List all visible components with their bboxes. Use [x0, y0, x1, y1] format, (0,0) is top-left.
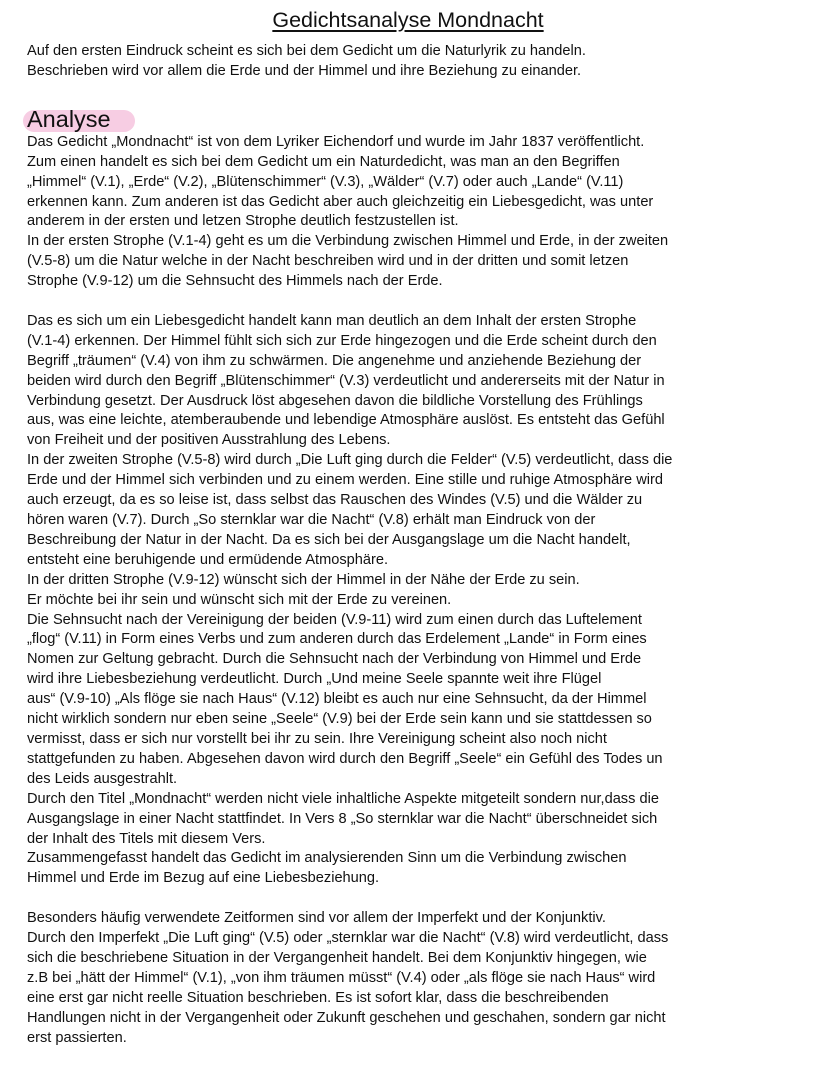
text-line: erst passierten. [27, 1029, 127, 1046]
text-line: des Leids ausgestrahlt. [27, 770, 178, 787]
text-line: Nomen zur Geltung gebracht. Durch die Sehnsucht nach der Verbindung von Himmel und Erde [27, 651, 642, 668]
text-line: Besonders häufig verwendete Zeitformen sind vor allem der Imperfekt und der Konjunktiv. [27, 910, 606, 927]
paragraph-gap [27, 292, 787, 312]
paragraph-analysis [27, 312, 787, 889]
text-line: Beschreibung der Natur in der Nacht. Da es sich bei der Ausgangslage um die Nacht handelt, [27, 531, 631, 548]
text-line: Handlungen nicht in der Vergangenheit oder Zukunft geschehen und geschahen, sondern gar nicht [27, 1009, 666, 1026]
text-line: nicht wirklich sondern nur eben seine „Seele“ (V.9) bei der Erde sein kann und sie stattdessen so [27, 711, 652, 728]
text-line: der Inhalt des Titels mit diesem Vers. [27, 830, 266, 847]
text-line: Er möchte bei ihr sein und wünscht sich mit der Erde zu vereinen. [27, 591, 452, 608]
text-line: Ausgangslage in einer Nacht stattfindet. In Vers 8 „So sternklar war die Nacht“ überschneidet sich [27, 810, 658, 827]
text-line: „Himmel“ (V.1), „Erde“ (V.2), „Blütenschimmer“ (V.3), „Wälder“ (V.7) oder auch „Lande“ (V.11) [27, 173, 624, 190]
text-line: Zum einen handelt es sich bei dem Gedicht um ein Naturdedicht, was man an den Begriffen [27, 153, 620, 170]
text-line: erkennen kann. Zum anderen ist das Gedicht aber auch gleichzeitig ein Liebesgedicht, was unter [27, 193, 654, 210]
paragraph-gap [27, 889, 787, 909]
text-line: stattgefunden zu haben. Abgesehen davon wird durch den Begriff „Seele“ ein Gefühl des Todes un [27, 750, 663, 767]
text-line: Durch den Titel „Mondnacht“ werden nicht viele inhaltliche Aspekte mitgeteilt sondern nur,dass die [27, 790, 659, 807]
text-line: Beschrieben wird vor allem die Erde und der Himmel und ihre Beziehung zu einander. [27, 62, 582, 79]
text-line: In der ersten Strophe (V.1-4) geht es um die Verbindung zwischen Himmel und Erde, in der zweiten [27, 233, 669, 250]
text-line: Verbindung gesetzt. Der Ausdruck löst abgesehen davon die bildliche Vorstellung des Frühlings [27, 392, 643, 409]
text-line: aus“ (V.9-10) „Als flöge sie nach Haus“ (V.12) bleibt es auch nur eine Sehnsucht, da der Himmel [27, 691, 647, 708]
text-line: hören waren (V.7). Durch „So sternklar war die Nacht“ (V.8) erhält man Eindruck von der [27, 512, 596, 529]
text-line: aus, was eine leichte, atemberaubende und lebendige Atmosphäre auslöst. Es entsteht das Gefühl [27, 412, 665, 429]
text-line: vermisst, dass er sich nur vorstellt bei ihr zu sein. Ihre Vereinigung scheint also noch nicht [27, 730, 607, 747]
paragraph-tenses [27, 909, 787, 1048]
text-line: Himmel und Erde im Bezug auf eine Liebesbeziehung. [27, 870, 380, 887]
text-line: In der zweiten Strophe (V.5-8) wird durch „Die Luft ging durch die Felder“ (V.5) verdeutlicht, dass die [27, 452, 673, 469]
section-heading-label: Analyse [27, 105, 111, 132]
text-line: Durch den Imperfekt „Die Luft ging“ (V.5) oder „sternklar war die Nacht“ (V.8) wird verdeutlicht, dass [27, 930, 669, 947]
text-line: In der dritten Strophe (V.9-12) wünscht sich der Himmel in der Nähe der Erde zu sein. [27, 571, 580, 588]
text-line: „flog“ (V.11) in Form eines Verbs und zum anderen durch das Erdelement „Lande“ in Form eines [27, 631, 647, 648]
document-title: Gedichtsanalyse Mondnacht [272, 8, 544, 32]
text-line: wird ihre Liebesbeziehung verdeutlicht. Durch „Und meine Seele spannte weit ihre Flügel [27, 671, 602, 688]
text-line: z.B bei „hätt der Himmel“ (V.1), „von ihm träumen müsst“ (V.4) oder „als flöge sie nach Haus“ wird [27, 969, 656, 986]
paragraph-introduction [27, 133, 787, 292]
text-line: Auf den ersten Eindruck scheint es sich bei dem Gedicht um die Naturlyrik zu handeln. [27, 43, 586, 59]
section-heading-analyse [27, 105, 111, 133]
text-line: Erde und der Himmel sich verbinden und zu einem werden. Eine stille und ruhige Atmosphäre wird [27, 472, 663, 489]
text-line: anderem in der ersten und letzen Strophe deutlich festzustellen ist. [27, 213, 459, 230]
text-line: eine erst gar nicht reelle Situation beschrieben. Es ist sofort klar, dass die beschreibenden [27, 989, 609, 1006]
text-line: von Freiheit und der positiven Ausstrahlung des Lebens. [27, 432, 391, 449]
text-line: Die Sehnsucht nach der Vereinigung der beiden (V.9-11) wird zum einen durch das Luftelement [27, 611, 642, 628]
document-page [27, 6, 787, 1048]
text-line: auch erzeugt, da es so leise ist, dass selbst das Rauschen des Windes (V.5) und die Wälder zu [27, 492, 643, 509]
text-line: (V.1-4) erkennen. Der Himmel fühlt sich sich zur Erde hingezogen und die Erde scheint durch den [27, 332, 657, 349]
text-line: entsteht eine beruhigende und ermüdende Atmosphäre. [27, 551, 389, 568]
text-line: Zusammengefasst handelt das Gedicht im analysierenden Sinn um die Verbindung zwischen [27, 850, 627, 867]
text-line: Strophe (V.9-12) um die Sehnsucht des Himmels nach der Erde. [27, 273, 443, 290]
text-line: Das Gedicht „Mondnacht“ ist von dem Lyriker Eichendorf und wurde im Jahr 1837 veröffentlicht. [27, 133, 645, 150]
text-line: sich die beschriebene Situation in der Vergangenheit handelt. Bei dem Konjunktiv hingegen, wie [27, 949, 647, 966]
text-line: Das es sich um ein Liebesgedicht handelt kann man deutlich an dem Inhalt der ersten Strophe [27, 312, 637, 329]
intro-paragraph [27, 42, 787, 82]
text-line: (V.5-8) um die Natur welche in der Nacht beschreiben wird und in der dritten und somit letzen [27, 253, 629, 270]
text-line: beiden wird durch den Begriff „Blütenschimmer“ (V.3) verdeutlicht und andererseits mit der Natur in [27, 372, 665, 389]
text-line: Begriff „träumen“ (V.4) von ihm zu schwärmen. Die angenehme und anziehende Beziehung der [27, 352, 642, 369]
